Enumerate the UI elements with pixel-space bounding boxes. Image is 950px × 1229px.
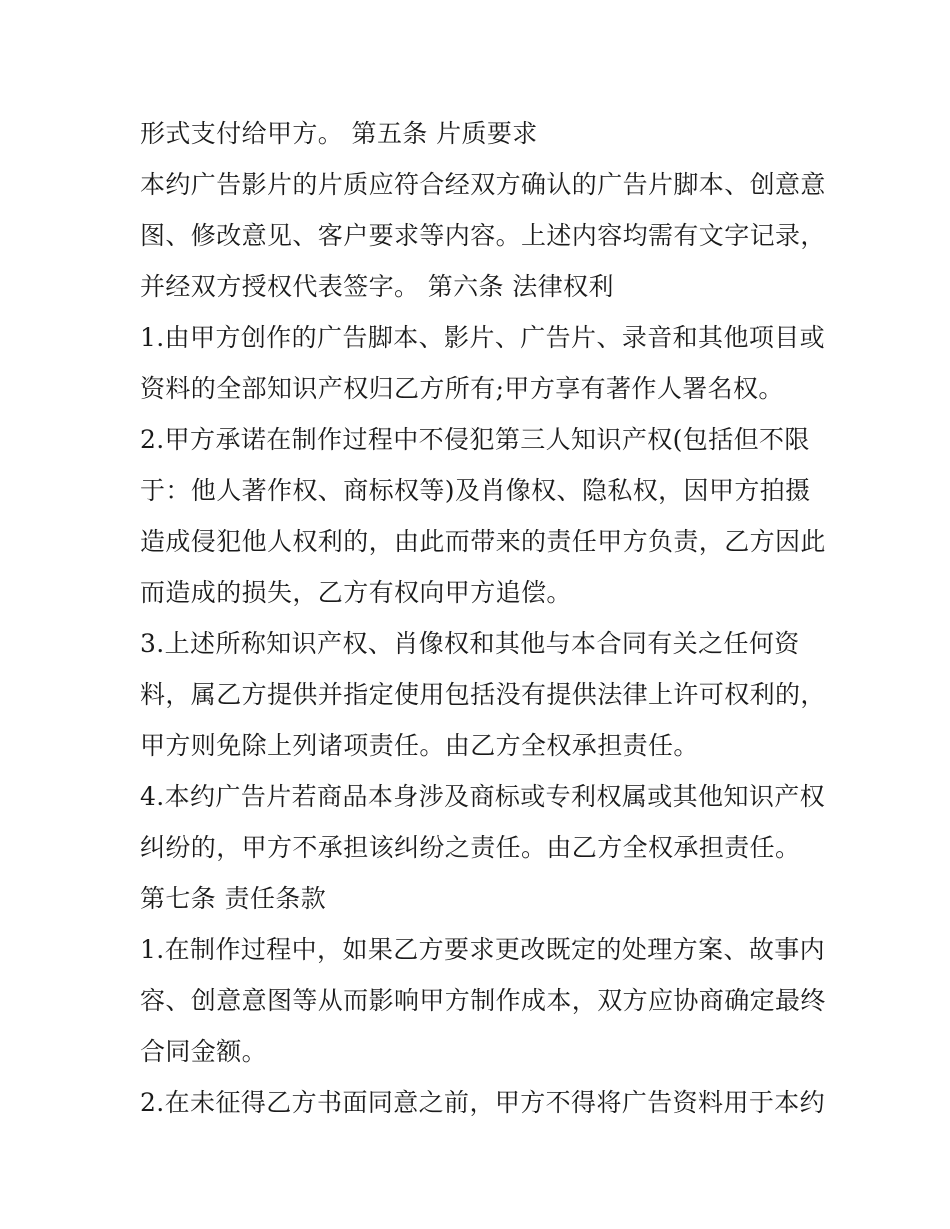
- text-line: 造成侵犯他人权利的，由此而带来的责任甲方负责，乙方因此: [140, 527, 826, 556]
- text-line: 1.在制作过程中，如果乙方要求更改既定的处理方案、故事内: [140, 935, 826, 964]
- text-line: 甲方则免除上列诸项责任。由乙方全权承担责任。: [140, 731, 699, 760]
- text-line: 1.由甲方创作的广告脚本、影片、广告片、录音和其他项目或: [140, 323, 826, 352]
- text-line: 图、修改意见、客户要求等内容。上述内容均需有文字记录，: [140, 221, 826, 250]
- text-line: 并经双方授权代表签字。 第六条 法律权利: [140, 272, 614, 301]
- text-line: 合同金额。: [140, 1037, 268, 1066]
- text-line: 于：他人著作权、商标权等)及肖像权、隐私权，因甲方拍摄: [140, 476, 811, 505]
- section-heading: 第七条 责任条款: [140, 884, 327, 913]
- text-line: 2.在未征得乙方书面同意之前，甲方不得将广告资料用于本约: [140, 1088, 826, 1117]
- text-line: 2.甲方承诺在制作过程中不侵犯第三人知识产权(包括但不限: [140, 425, 810, 454]
- text-line: 本约广告影片的片质应符合经双方确认的广告片脚本、创意意: [140, 170, 826, 199]
- text-line: 3.上述所称知识产权、肖像权和其他与本合同有关之任何资: [140, 629, 800, 658]
- text-line: 料，属乙方提供并指定使用包括没有提供法律上许可权利的，: [140, 680, 826, 709]
- text-line: 纠纷的，甲方不承担该纠纷之责任。由乙方全权承担责任。: [140, 833, 801, 862]
- text-line: 而造成的损失，乙方有权向甲方追偿。: [140, 578, 572, 607]
- text-line: 资料的全部知识产权归乙方所有;甲方享有著作人署名权。: [140, 374, 784, 403]
- text-line: 容、创意意图等从而影响甲方制作成本，双方应协商确定最终: [140, 986, 826, 1015]
- text-line: 形式支付给甲方。 第五条 片质要求: [140, 119, 538, 148]
- text-line: 4.本约广告片若商品本身涉及商标或专利权属或其他知识产权: [140, 782, 826, 811]
- document-body: [140, 108, 830, 1128]
